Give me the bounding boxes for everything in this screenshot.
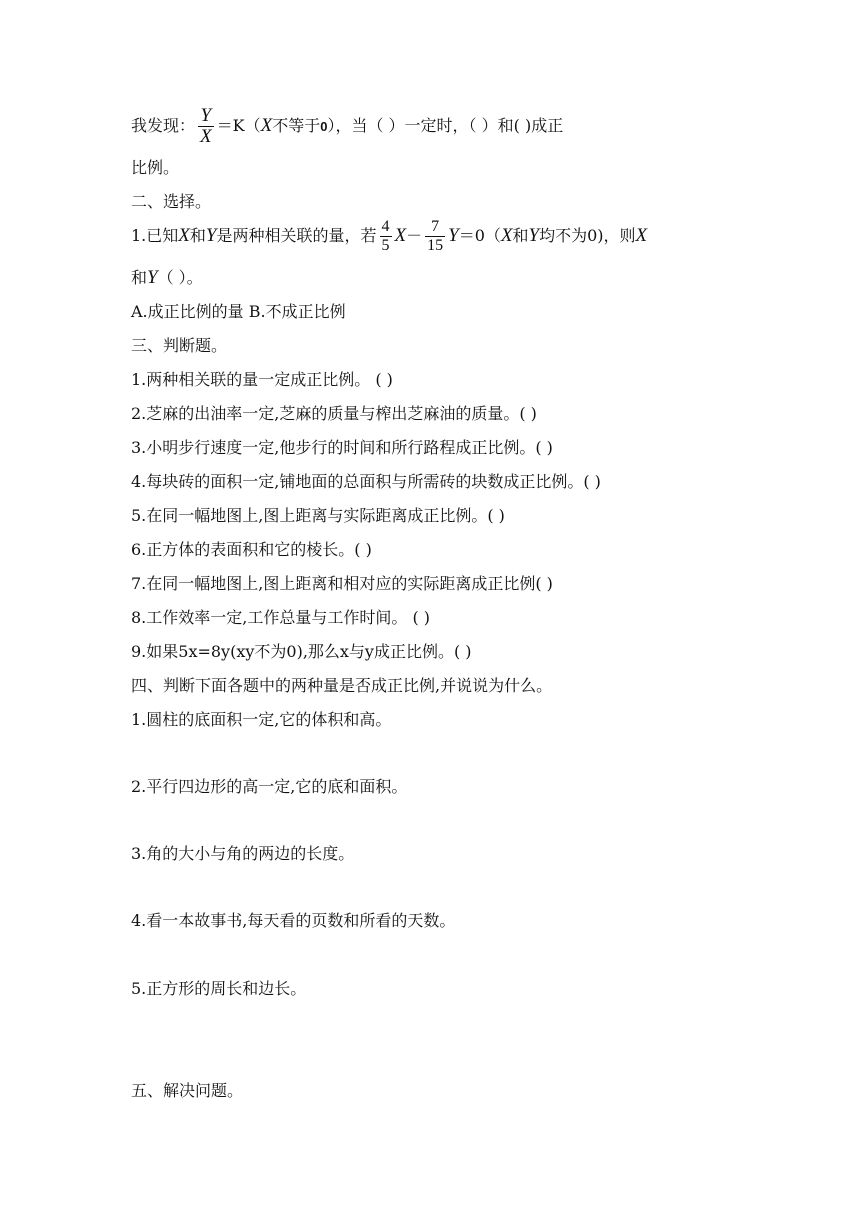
judge-item: 9.如果5x=8y(xy不为0),那么x与y成正比例。( ) bbox=[131, 642, 472, 661]
q1-text-f: 均不为0)，则 bbox=[539, 226, 636, 245]
reason-item: 3.角的大小与角的两边的长度。 bbox=[131, 844, 355, 863]
q1-var-y: Y bbox=[205, 225, 217, 246]
discovery-line bbox=[131, 106, 563, 147]
discovery-prefix: 我发现： bbox=[131, 116, 196, 135]
q1-var-y: Y bbox=[147, 267, 158, 288]
reason-item: 4.看一本故事书,每天看的页数和所看的天数。 bbox=[131, 911, 456, 930]
judge-item: 7.在同一幅地图上,图上距离和相对应的实际距离成正比例( ) bbox=[131, 574, 553, 593]
zero-text: 0 bbox=[320, 119, 328, 134]
minus-sign: － bbox=[406, 226, 423, 245]
fraction-seven-fifteenths bbox=[425, 218, 445, 255]
judge-item: 5.在同一幅地图上,图上距离与实际距离成正比例。( ) bbox=[131, 506, 505, 525]
fraction-denominator: 15 bbox=[427, 237, 444, 254]
judge-item: 2.芝麻的出油率一定,芝麻的质量与榨出芝麻油的质量。( ) bbox=[131, 404, 537, 423]
section-4-heading: 四、判断下面各题中的两种量是否成正比例,并说说为什么。 bbox=[131, 676, 553, 695]
variable-x: X bbox=[260, 115, 273, 136]
choice-question-1 bbox=[131, 216, 647, 256]
q1-text-d: ＝0（ bbox=[458, 226, 501, 245]
reason-item: 5.正方形的周长和边长。 bbox=[131, 979, 307, 998]
q1-text-a: 1.已知 bbox=[131, 226, 179, 245]
fraction-numerator: 7 bbox=[425, 218, 445, 237]
fraction-numerator: Y bbox=[198, 106, 214, 127]
discovery-rest: ），当（ ）一定时，（ ）和( )成正 bbox=[327, 116, 564, 135]
q1-text-c: 是两种相关联的量，若 bbox=[216, 226, 377, 245]
judge-item: 3.小明步行速度一定,他步行的时间和所行路程成正比例。( ) bbox=[131, 438, 553, 457]
equals-k: ＝K（ bbox=[216, 116, 261, 135]
judge-item: 6.正方体的表面积和它的棱长。( ) bbox=[131, 540, 372, 559]
fraction-denominator: 5 bbox=[381, 237, 390, 254]
q1-text-b: 和 bbox=[189, 226, 206, 245]
q1-line2-text: 和 bbox=[131, 268, 148, 287]
judge-item: 8.工作效率一定,工作总量与工作时间。 ( ) bbox=[131, 608, 431, 627]
q1-answer-blank: （ ）。 bbox=[157, 268, 203, 287]
fraction-numerator: 4 bbox=[381, 218, 390, 235]
q1-var-x: X bbox=[394, 225, 407, 246]
reason-item: 1.圆柱的底面积一定,它的体积和高。 bbox=[131, 710, 392, 729]
choice-question-1-line-2 bbox=[131, 268, 203, 288]
q1-var-x: X bbox=[178, 225, 190, 246]
q1-text-e: 和 bbox=[512, 226, 529, 245]
section-3-heading: 三、判断题。 bbox=[131, 336, 228, 355]
fraction-four-fifths bbox=[380, 218, 392, 255]
discovery-continuation: 比例。 bbox=[131, 158, 180, 177]
fraction-denominator: X bbox=[200, 126, 212, 147]
choice-options: A.成正比例的量 B.不成正比例 bbox=[131, 302, 346, 321]
reason-item: 2.平行四边形的高一定,它的底和面积。 bbox=[131, 777, 408, 796]
judge-item: 1.两种相关联的量一定成正比例。 ( ) bbox=[131, 370, 393, 389]
q1-var-y: Y bbox=[528, 225, 540, 246]
q1-var-y: Y bbox=[448, 225, 459, 246]
judge-item: 4.每块砖的面积一定,铺地面的总面积与所需砖的块数成正比例。( ) bbox=[131, 472, 601, 491]
q1-var-x: X bbox=[500, 225, 513, 246]
section-2-heading: 二、选择。 bbox=[131, 192, 212, 211]
q1-var-x: X bbox=[635, 225, 648, 246]
y-over-x-fraction bbox=[198, 106, 214, 147]
not-equal-text: 不等于 bbox=[272, 116, 321, 135]
section-5-heading: 五、解决问题。 bbox=[131, 1081, 244, 1100]
